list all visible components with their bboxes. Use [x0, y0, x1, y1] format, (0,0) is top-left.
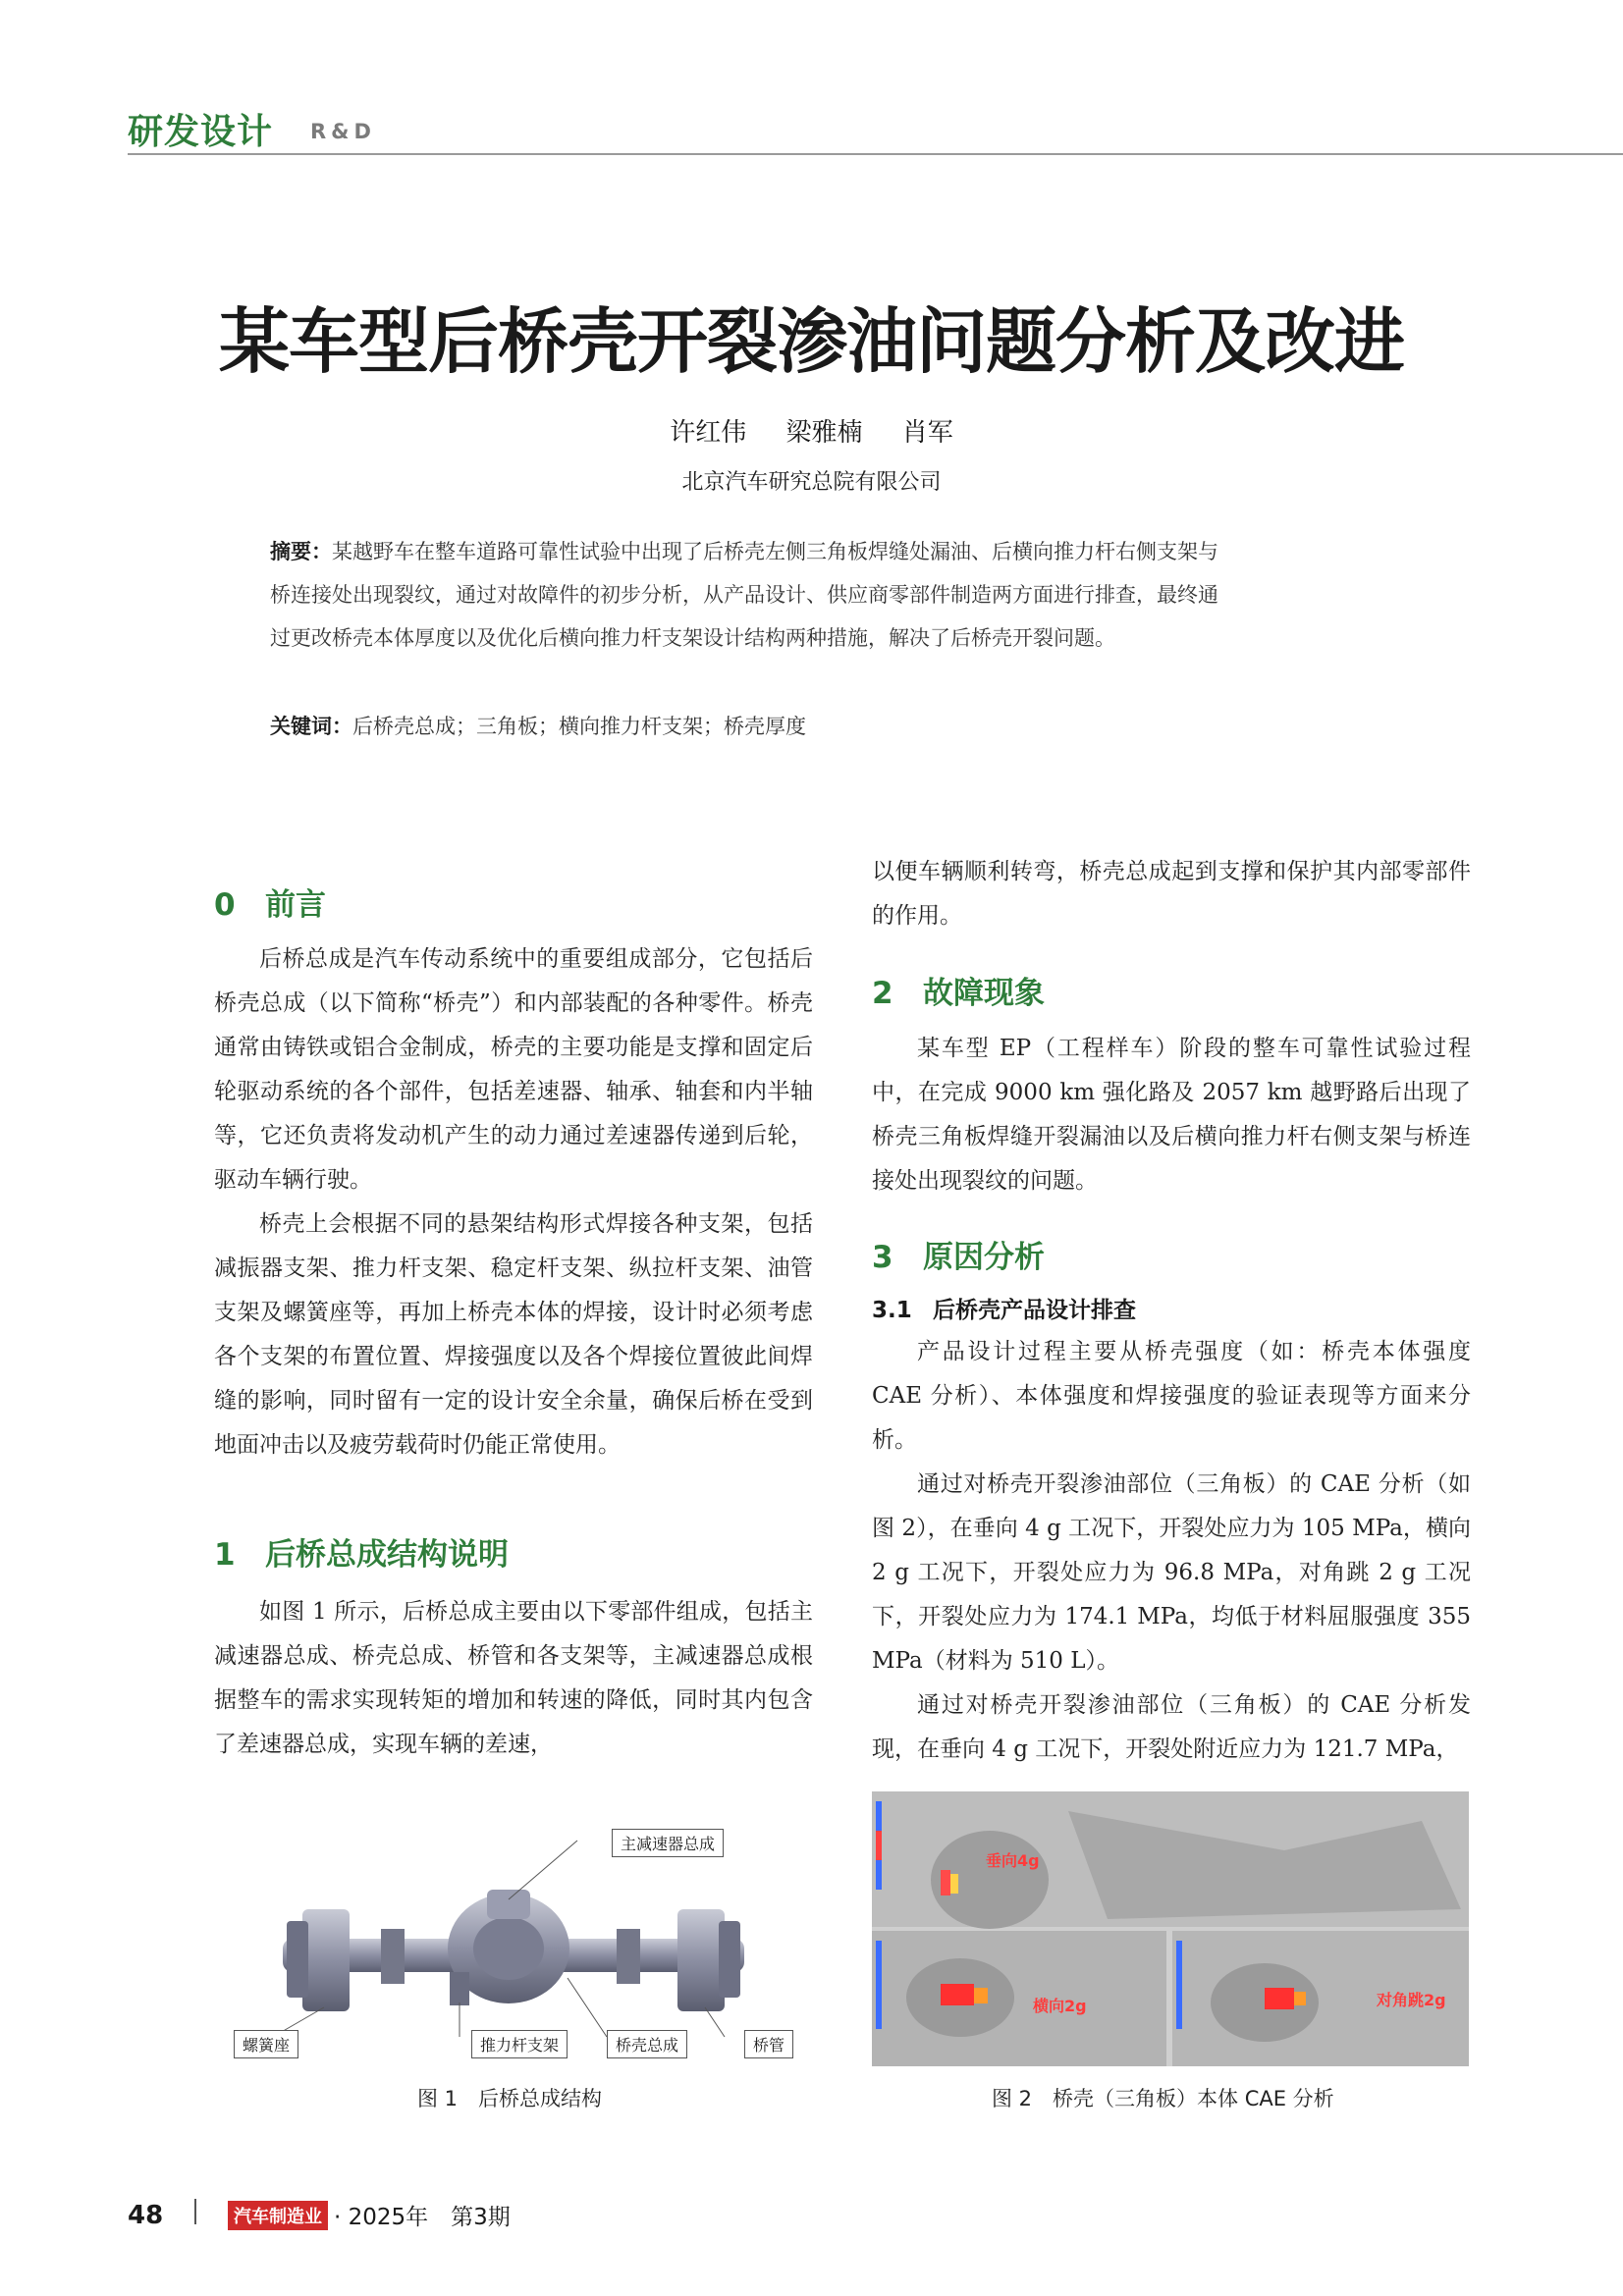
paragraph: 桥壳上会根据不同的悬架结构形式焊接各种支架，包括减振器支架、推力杆支架、稳定杆支架、纵拉杆支架、油管支架及螺簧座等，再加上桥壳本体的焊接，设计时必须考虑各个支架的布置位置、焊接强度以及各个焊接位置彼此间焊缝的影响，同时留有一定的设计安全余量，确保后桥在受到地面冲击以及疲劳载荷时仍能正常使用。	[214, 1211, 813, 1458]
paragraph: 通过对桥壳开裂渗油部位（三角板）的 CAE 分析发现，在垂向 4 g 工况下，开裂处附近应力为 121.7 MPa，	[872, 1692, 1471, 1762]
label-main-reducer: 主减速器总成	[612, 1829, 724, 1857]
subsection-title: 后桥壳产品设计排查	[933, 1298, 1136, 1323]
page-number: 48	[128, 2201, 164, 2230]
label-axle-tube: 桥管	[744, 2030, 793, 2058]
label-axle-housing: 桥壳总成	[607, 2030, 687, 2058]
paragraph: 通过对桥壳开裂渗油部位（三角板）的 CAE 分析（如图 2），在垂向 4 g 工况下，开裂处应力为 105 MPa，横向 2 g 工况下，开裂处应力为 96.8 MPa，对角跳 2 g 工况下，开裂处应力为 174.1 MPa，均低于材料屈服强度 355 MPa（材料为 510 L）。	[872, 1471, 1471, 1674]
paragraph: 产品设计过程主要从桥壳强度（如：桥壳本体强度 CAE 分析）、本体强度和焊接强度的验证表现等方面来分析。	[872, 1339, 1471, 1453]
section-header-title: 研发设计	[128, 112, 274, 152]
label-thrust-rod-bracket: 推力杆支架	[471, 2030, 568, 2058]
section-heading-0	[214, 880, 326, 924]
cae-label-lateral: 横向2g	[1033, 1997, 1087, 2015]
section-number: 2	[872, 976, 893, 1011]
author: 梁雅楠	[785, 418, 863, 448]
figure-rear-axle-assembly	[214, 1811, 813, 2066]
paragraph: 如图 1 所示，后桥总成主要由以下零部件组成，包括主减速器总成、桥壳总成、桥管和各支架等，主减速器总成根据整车的需求实现转矩的增加和转速的降低，同时其内包含了差速器总成，实现车辆的差速，	[214, 1599, 813, 1757]
keywords-label: 关键词：	[270, 715, 352, 738]
author-list	[0, 412, 1623, 449]
abstract-label: 摘要：	[270, 540, 332, 563]
footer-divider	[194, 2199, 196, 2224]
section-title: 原因分析	[923, 1240, 1045, 1275]
section-title: 前言	[265, 887, 326, 923]
article-title: 某车型后桥壳开裂渗油问题分析及改进	[218, 300, 1404, 383]
header-divider	[128, 153, 1623, 155]
section-heading-3	[872, 1232, 1045, 1276]
section-header-subtitle: R&D	[310, 120, 376, 143]
section-title: 后桥总成结构说明	[265, 1537, 509, 1573]
cae-stress-plot	[872, 1791, 1469, 2066]
paragraph: 后桥总成是汽车传动系统中的重要组成部分，它包括后桥壳总成（以下简称“桥壳”）和内部装配的各种零件。桥壳通常由铸铁或铝合金制成，桥壳的主要功能是支撑和固定后轮驱动系统的各个部件，包括差速器、轴承、轴套和内半轴等，它还负责将发动机产生的动力通过差速器传递到后轮，驱动车辆行驶。	[214, 946, 813, 1193]
section-number: 0	[214, 887, 236, 923]
cae-label-diagonal: 对角跳2g	[1377, 1991, 1446, 2009]
affiliation: 北京汽车研究总院有限公司	[681, 470, 942, 495]
cae-label-vertical: 垂向4g	[986, 1851, 1040, 1870]
subsection-number: 3.1	[872, 1298, 912, 1323]
abstract-line: 桥连接处出现裂纹，通过对故障件的初步分析，从产品设计、供应商零部件制造两方面进行排查，最终通	[270, 583, 1218, 607]
paragraph: 以便车辆顺利转弯，桥壳总成起到支撑和保护其内部零部件的作用。	[872, 859, 1471, 929]
abstract-line: 过更改桥壳本体厚度以及优化后横向推力杆支架设计结构两种措施，解决了后桥壳开裂问题。	[270, 626, 1115, 650]
subsection-heading-3-1	[872, 1292, 1136, 1324]
author: 肖军	[901, 418, 953, 448]
label-spring-seat: 螺簧座	[234, 2030, 298, 2058]
section-heading-1	[214, 1529, 509, 1574]
keywords	[270, 705, 1419, 748]
keywords-text: 后桥壳总成；三角板；横向推力杆支架；桥壳厚度	[352, 715, 806, 738]
section-heading-2	[872, 968, 1045, 1012]
paragraph: 某车型 EP（工程样车）阶段的整车可靠性试验过程中，在完成 9000 km 强化路及 2057 km 越野路后出现了桥壳三角板焊缝开裂漏油以及后横向推力杆右侧支架与桥连接处出现裂纹的问题。	[872, 1036, 1471, 1194]
author: 许红伟	[670, 418, 747, 448]
section-number: 3	[872, 1240, 893, 1275]
figure1-caption: 图 1 后桥总成结构	[417, 2087, 603, 2110]
section-title: 故障现象	[923, 976, 1045, 1011]
issue-info: · 2025年 第3期	[334, 2205, 511, 2230]
figure-cae-analysis	[872, 1791, 1469, 2066]
journal-logo: 汽车制造业	[228, 2201, 328, 2230]
section-number: 1	[214, 1537, 236, 1573]
abstract-line: 某越野车在整车道路可靠性试验中出现了后桥壳左侧三角板焊缝处漏油、后横向推力杆右侧支架与	[332, 540, 1218, 563]
abstract	[270, 530, 1419, 660]
figure2-caption: 图 2 桥壳（三角板）本体 CAE 分析	[992, 2087, 1334, 2110]
